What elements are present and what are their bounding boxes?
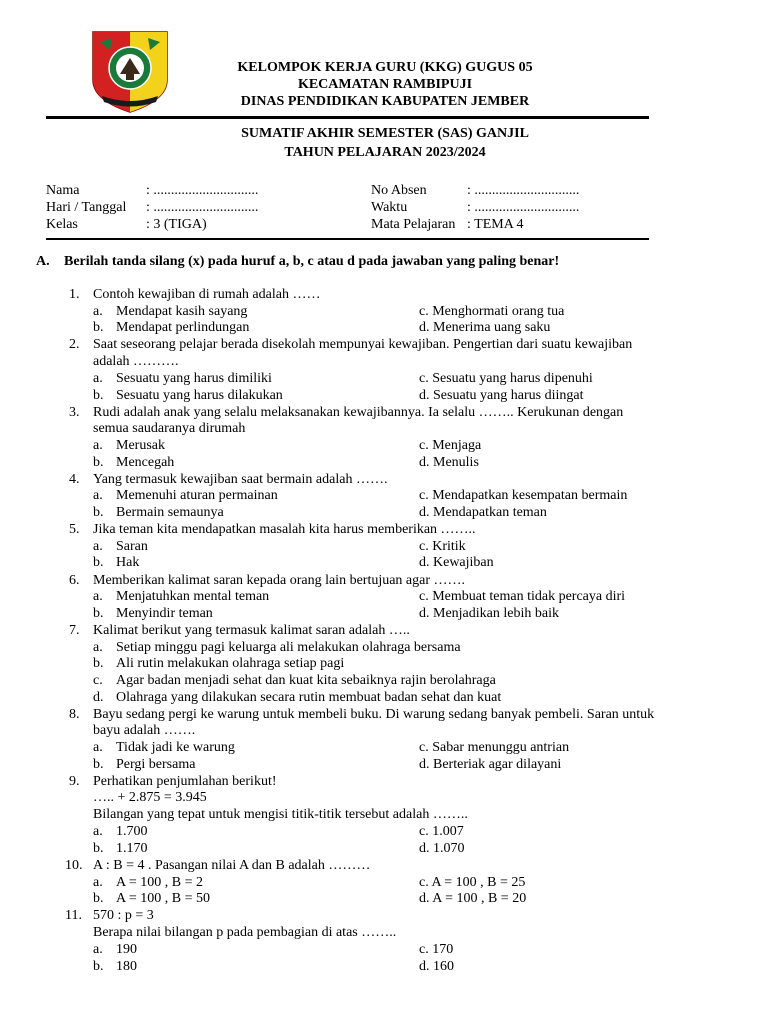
q6-option-c[interactable]: c. Membuat teman tidak percaya diri [419,589,626,604]
q9-b-letter[interactable]: b. [93,841,104,856]
q10-b-letter[interactable]: b. [93,891,104,906]
waktu-label: Waktu [371,200,408,215]
q10-text: A : B = 4 . Pasangan nilai A dan B adalah ……… [93,858,371,873]
q5-option-a[interactable]: Saran [116,539,148,554]
q5-b-letter[interactable]: b. [93,555,104,570]
q3-text: Rudi adalah anak yang selalu melaksanakan kewajibannya. Ia selalu …….. Kerukunan dengan [93,405,624,420]
q5-option-d[interactable]: d. Kewajiban [419,555,494,570]
q2-option-c[interactable]: c. Sesuatu yang harus dipenuhi [419,371,593,386]
info-divider [46,238,649,240]
q7-option-c[interactable]: Agar badan menjadi sehat dan kuat kita sebaiknya rajin berolahraga [116,673,496,688]
q3-a-letter[interactable]: a. [93,438,103,453]
header-line-2: KECAMATAN RAMBIPUJI [297,77,473,92]
q4-option-b[interactable]: Bermain semaunya [116,505,224,520]
q9-question: Bilangan yang tepat untuk mengisi titik-titik tersebut adalah …….. [93,807,468,822]
absen-label: No Absen [371,183,427,198]
q3-option-a[interactable]: Merusak [116,438,165,453]
nama-field[interactable]: : .............................. [146,183,259,198]
q6-b-letter[interactable]: b. [93,606,104,621]
q3-option-c[interactable]: c. Menjaga [419,438,482,453]
q10-option-b[interactable]: A = 100 , B = 50 [116,891,210,906]
q8-b-letter[interactable]: b. [93,757,104,772]
q9-equation: ….. + 2.875 = 3.945 [93,790,207,805]
q7-text: Kalimat berikut yang termasuk kalimat saran adalah ….. [93,623,410,638]
q9-option-b[interactable]: 1.170 [116,841,148,856]
q9-option-a[interactable]: 1.700 [116,824,148,839]
kelas-value: : 3 (TIGA) [146,217,207,232]
q6-option-b[interactable]: Menyindir teman [116,606,213,621]
q9-option-d[interactable]: d. 1.070 [419,841,465,856]
q7-a-letter[interactable]: a. [93,640,103,655]
q11-number: 11. [65,908,82,923]
section-letter: A. [36,254,50,269]
q8-a-letter[interactable]: a. [93,740,103,755]
q8-option-b[interactable]: Pergi bersama [116,757,196,772]
q11-option-c[interactable]: c. 170 [419,942,454,957]
header-line-3: DINAS PENDIDIKAN KABUPATEN JEMBER [240,94,530,109]
q2-text: Saat seseorang pelajar berada disekolah mempunyai kewajiban. Pengertian dari suatu kewajiban [93,337,633,352]
exam-title: SUMATIF AKHIR SEMESTER (SAS) GANJIL [241,126,529,141]
q9-option-c[interactable]: c. 1.007 [419,824,464,839]
q6-number: 6. [69,573,80,588]
q11-b-letter[interactable]: b. [93,959,104,974]
q1-number: 1. [69,287,80,302]
q1-a-letter[interactable]: a. [93,304,103,319]
waktu-field[interactable]: : .............................. [467,200,580,215]
absen-field[interactable]: : .............................. [467,183,580,198]
q3-number: 3. [69,405,80,420]
q7-option-b[interactable]: Ali rutin melakukan olahraga setiap pagi [116,656,345,671]
q10-option-d[interactable]: d. A = 100 , B = 20 [419,891,527,906]
q5-text: Jika teman kita mendapatkan masalah kita harus memberikan …….. [93,522,476,537]
q5-option-c[interactable]: c. Kritik [419,539,466,554]
q8-text-cont: bayu adalah ……. [93,723,196,738]
q1-b-letter[interactable]: b. [93,320,104,335]
q8-option-c[interactable]: c. Sabar menunggu antrian [419,740,570,755]
q1-option-a[interactable]: Mendapat kasih sayang [116,304,248,319]
q1-option-b[interactable]: Mendapat perlindungan [116,320,250,335]
kelas-label: Kelas [46,217,78,232]
q6-a-letter[interactable]: a. [93,589,103,604]
q8-option-a[interactable]: Tidak jadi ke warung [116,740,235,755]
hari-label: Hari / Tanggal [46,200,127,215]
q7-c-letter[interactable]: c. [93,673,103,688]
q4-a-letter[interactable]: a. [93,488,103,503]
nama-label: Nama [46,183,80,198]
q5-number: 5. [69,522,80,537]
q9-number: 9. [69,774,80,789]
q2-b-letter[interactable]: b. [93,388,104,403]
q11-option-d[interactable]: d. 160 [419,959,454,974]
q6-option-d[interactable]: d. Menjadikan lebih baik [419,606,559,621]
q2-text-cont: adalah ………. [93,354,179,369]
q2-a-letter[interactable]: a. [93,371,103,386]
q10-option-a[interactable]: A = 100 , B = 2 [116,875,203,890]
q8-option-d[interactable]: d. Berteriak agar dilayani [419,757,562,772]
q2-option-d[interactable]: d. Sesuatu yang harus diingat [419,388,584,403]
q7-b-letter[interactable]: b. [93,656,104,671]
q1-option-c[interactable]: c. Menghormati orang tua [419,304,565,319]
q11-text: 570 : p = 3 [93,908,154,923]
q11-question: Berapa nilai bilangan p pada pembagian di atas …….. [93,925,397,940]
q4-number: 4. [69,472,80,487]
q2-number: 2. [69,337,80,352]
q11-a-letter[interactable]: a. [93,942,103,957]
header-divider [46,116,649,119]
q10-a-letter[interactable]: a. [93,875,103,890]
q4-b-letter[interactable]: b. [93,505,104,520]
q3-text-cont: semua saudaranya dirumah [93,421,246,436]
mapel-label: Mata Pelajaran [371,217,456,232]
q10-option-c[interactable]: c. A = 100 , B = 25 [419,875,526,890]
q4-text: Yang termasuk kewajiban saat bermain adalah ……. [93,472,388,487]
q2-option-b[interactable]: Sesuatu yang harus dilakukan [116,388,283,403]
school-year: TAHUN PELAJARAN 2023/2024 [284,145,486,160]
q10-number: 10. [65,858,83,873]
q1-text: Contoh kewajiban di rumah adalah …… [93,287,321,302]
q11-option-b[interactable]: 180 [116,959,137,974]
mapel-value: : TEMA 4 [467,217,524,232]
q3-b-letter[interactable]: b. [93,455,104,470]
jember-logo [90,28,170,114]
q5-option-b[interactable]: Hak [116,555,140,570]
q6-text: Memberikan kalimat saran kepada orang lain bertujuan agar ……. [93,573,466,588]
q11-option-a[interactable]: 190 [116,942,137,957]
q7-option-a[interactable]: Setiap minggu pagi keluarga ali melakukan olahraga bersama [116,640,461,655]
q6-option-a[interactable]: Menjatuhkan mental teman [116,589,270,604]
q4-option-d[interactable]: d. Mendapatkan teman [419,505,547,520]
q8-text: Bayu sedang pergi ke warung untuk membeli buku. Di warung sedang banyak pembeli. Saran untuk [93,707,655,722]
q4-option-a[interactable]: Memenuhi aturan permainan [116,488,278,503]
q9-text: Perhatikan penjumlahan berikut! [93,774,277,789]
q4-option-c[interactable]: c. Mendapatkan kesempatan bermain [419,488,628,503]
q3-option-b[interactable]: Mencegah [116,455,175,470]
q1-option-d[interactable]: d. Menerima uang saku [419,320,551,335]
q3-option-d[interactable]: d. Menulis [419,455,479,470]
q9-a-letter[interactable]: a. [93,824,103,839]
q5-a-letter[interactable]: a. [93,539,103,554]
q2-option-a[interactable]: Sesuatu yang harus dimiliki [116,371,272,386]
q7-number: 7. [69,623,80,638]
q8-number: 8. [69,707,80,722]
header-line-1: KELOMPOK KERJA GURU (KKG) GUGUS 05 [237,60,533,75]
section-instruction: Berilah tanda silang (x) pada huruf a, b, c atau d pada jawaban yang paling benar! [64,254,560,269]
q7-d-letter[interactable]: d. [93,690,104,705]
q7-option-d[interactable]: Olahraga yang dilakukan secara rutin membuat badan sehat dan kuat [116,690,502,705]
hari-field[interactable]: : .............................. [146,200,259,215]
